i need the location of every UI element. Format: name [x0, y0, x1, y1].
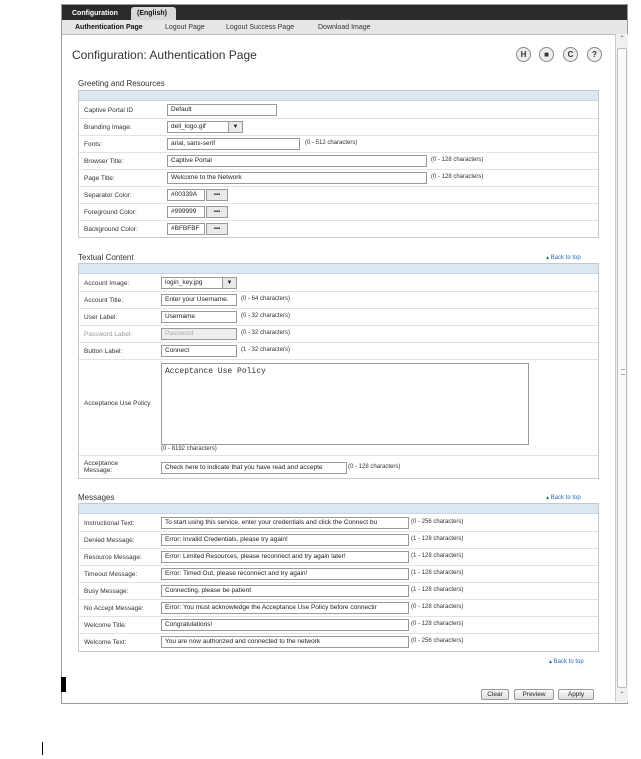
- greeting-panel: [78, 90, 599, 238]
- messages-section-header: Messages: [78, 493, 115, 502]
- row-captive-portal-id: [79, 102, 598, 119]
- resource-message-input[interactable]: Error: Limited Resources, please reconnect and try again later!: [161, 551, 409, 563]
- row-welcome-title: [79, 617, 598, 634]
- row-acceptance-policy: [79, 360, 598, 456]
- separator-color-picker-button[interactable]: ▪▪▪: [206, 189, 228, 201]
- chevron-down-icon: ▼: [228, 122, 242, 132]
- separator-color-label: Separator Color:: [84, 192, 132, 199]
- account-title-input[interactable]: Enter your Username.: [161, 294, 237, 306]
- row-instructional-text: [79, 515, 598, 532]
- denied-message-label: Denied Message:: [84, 537, 135, 544]
- panel-header-bar: [79, 264, 598, 274]
- refresh-icon[interactable]: C: [563, 47, 578, 62]
- foreground-color-input[interactable]: #999999: [167, 206, 205, 218]
- row-no-accept-message: [79, 600, 598, 617]
- welcome-text-label: Welcome Text:: [84, 639, 127, 646]
- row-page-title: [79, 170, 598, 187]
- account-image-label: Account Image:: [84, 280, 130, 287]
- welcome-title-hint: (0 - 128 characters): [411, 621, 464, 627]
- no-accept-message-input[interactable]: Error: You must acknowledge the Acceptance Use Policy before connectir: [161, 602, 409, 614]
- top-tab-bar: [62, 5, 627, 20]
- welcome-title-input[interactable]: Congratulations!: [161, 619, 409, 631]
- instructional-text-input[interactable]: To start using this service, enter your credentials and click the Connect bu: [161, 517, 409, 529]
- row-account-image: [79, 275, 598, 292]
- panel-header-bar: [79, 91, 598, 101]
- tab-language[interactable]: (English): [131, 7, 176, 20]
- button-label-hint: (1 - 32 characters): [241, 347, 291, 353]
- messages-panel: [78, 503, 599, 652]
- password-label-hint: (0 - 32 characters): [241, 330, 291, 336]
- button-label-input[interactable]: Connect: [161, 345, 237, 357]
- app-window: [61, 4, 628, 704]
- textual-section-header: Textual Content: [78, 253, 134, 262]
- subtab-logout-page[interactable]: Logout Page: [165, 24, 205, 31]
- row-separator-color: [79, 187, 598, 204]
- password-label-input: Password: [161, 328, 237, 340]
- back-to-top-link[interactable]: ▴ Back to top: [549, 659, 584, 665]
- subtab-download-image[interactable]: Download Image: [318, 24, 371, 31]
- user-label-hint: (0 - 32 characters): [241, 313, 291, 319]
- sub-navigation: [62, 20, 627, 35]
- subtab-authentication-page[interactable]: Authentication Page: [75, 24, 143, 31]
- help-icon[interactable]: ?: [587, 47, 602, 62]
- row-account-title: [79, 292, 598, 309]
- acceptance-message-label: Acceptance Message:: [84, 460, 118, 474]
- row-resource-message: [79, 549, 598, 566]
- password-label-label: Password Label:: [84, 331, 133, 338]
- greeting-section-header: Greeting and Resources: [78, 79, 165, 88]
- apply-button[interactable]: Apply: [558, 689, 594, 700]
- row-busy-message: [79, 583, 598, 600]
- account-image-select[interactable]: [161, 277, 237, 289]
- scroll-down-icon[interactable]: ˇ: [620, 691, 624, 700]
- user-label-label: User Label:: [84, 314, 118, 321]
- row-password-label: [79, 326, 598, 343]
- foreground-color-label: Foreground Color:: [84, 209, 137, 216]
- account-image-value: login_key.jpg: [165, 279, 203, 286]
- branding-image-select[interactable]: [167, 121, 243, 133]
- save-icon[interactable]: H: [516, 47, 531, 62]
- background-color-label: Background Color:: [84, 226, 138, 233]
- main-content: [62, 36, 615, 704]
- browser-title-label: Browser Title:: [84, 158, 124, 165]
- row-background-color: [79, 221, 598, 238]
- timeout-message-label: Timeout Message:: [84, 571, 138, 578]
- account-title-label: Account Title:: [84, 297, 124, 304]
- row-welcome-text: [79, 634, 598, 651]
- page-edge-marker: [61, 677, 66, 692]
- row-browser-title: [79, 153, 598, 170]
- timeout-message-input[interactable]: Error: Timed Out, please reconnect and try again!: [161, 568, 409, 580]
- denied-message-input[interactable]: Error: Invalid Credentials, please try again!: [161, 534, 409, 546]
- row-acceptance-message: [79, 457, 598, 479]
- branding-image-label: Branding Image:: [84, 124, 132, 131]
- timeout-message-hint: (1 - 128 characters): [411, 570, 464, 576]
- background-color-picker-button[interactable]: ▪▪▪: [206, 223, 228, 235]
- fonts-input[interactable]: arial, sans-serif: [167, 138, 300, 150]
- resource-message-hint: (1 - 128 characters): [411, 553, 464, 559]
- denied-message-hint: (1 - 128 characters): [411, 536, 464, 542]
- tab-configuration[interactable]: Configuration: [72, 10, 118, 17]
- browser-title-hint: (0 - 128 characters): [431, 157, 484, 163]
- busy-message-hint: (1 - 128 characters): [411, 587, 464, 593]
- text-cursor: [42, 742, 43, 755]
- instructional-text-label: Instructional Text:: [84, 520, 135, 527]
- instructional-text-hint: (0 - 256 characters): [411, 519, 464, 525]
- row-foreground-color: [79, 204, 598, 221]
- vertical-scrollbar[interactable]: [615, 34, 628, 702]
- welcome-title-label: Welcome Title:: [84, 622, 127, 629]
- clear-button[interactable]: Clear: [481, 689, 509, 700]
- row-user-label: [79, 309, 598, 326]
- print-icon[interactable]: ■: [539, 47, 554, 62]
- row-denied-message: [79, 532, 598, 549]
- captive-portal-id-input[interactable]: Default: [167, 104, 277, 116]
- preview-button[interactable]: Preview: [514, 689, 554, 700]
- row-button-label: [79, 343, 598, 360]
- background-color-input[interactable]: #BFBFBF: [167, 223, 205, 235]
- back-to-top-link[interactable]: ▴ Back to top: [546, 495, 581, 501]
- busy-message-label: Busy Message:: [84, 588, 129, 595]
- scrollbar-thumb[interactable]: [617, 48, 627, 688]
- button-label-label: Button Label:: [84, 348, 123, 355]
- acceptance-message-input[interactable]: Check here to indicate that you have read and accepte: [161, 462, 347, 474]
- captive-portal-id-label: Captive Portal ID: [84, 107, 134, 114]
- fonts-hint: (0 - 512 characters): [305, 140, 358, 146]
- panel-header-bar: [79, 504, 598, 514]
- foreground-color-picker-button[interactable]: ▪▪▪: [206, 206, 228, 218]
- no-accept-message-label: No Accept Message:: [84, 605, 144, 612]
- row-branding-image: [79, 119, 598, 136]
- row-timeout-message: [79, 566, 598, 583]
- page-title-label: Page Title:: [84, 175, 115, 182]
- textual-panel: [78, 263, 599, 479]
- browser-title-input[interactable]: Captive Portal: [167, 155, 427, 167]
- user-label-input[interactable]: Username: [161, 311, 237, 323]
- busy-message-input[interactable]: Connecting, please be patient: [161, 585, 409, 597]
- welcome-text-hint: (0 - 256 characters): [411, 638, 464, 644]
- fonts-label: Fonts:: [84, 141, 103, 148]
- back-to-top-link[interactable]: ▴ Back to top: [546, 255, 581, 261]
- welcome-text-input[interactable]: You are now authorized and connected to the network: [161, 636, 409, 648]
- acceptance-policy-textarea[interactable]: Acceptance Use Policy: [161, 363, 529, 445]
- page-title-input[interactable]: Welcome to the Network: [167, 172, 427, 184]
- subtab-logout-success-page[interactable]: Logout Success Page: [226, 24, 295, 31]
- page-title: Configuration: Authentication Page: [72, 48, 257, 62]
- resource-message-label: Resource Message:: [84, 554, 142, 561]
- acceptance-policy-label: Acceptance Use Policy: [84, 400, 151, 407]
- row-fonts: [79, 136, 598, 153]
- branding-image-value: dell_logo.gif: [171, 123, 206, 130]
- account-title-hint: (0 - 64 characters): [241, 296, 291, 302]
- no-accept-message-hint: (0 - 128 characters): [411, 604, 464, 610]
- scroll-up-icon[interactable]: ˆ: [620, 35, 624, 44]
- grip-icon: [621, 369, 625, 375]
- chevron-down-icon: ▼: [222, 278, 236, 288]
- acceptance-message-hint: (0 - 128 characters): [348, 464, 401, 470]
- acceptance-policy-hint: (0 - 8192 characters): [161, 446, 217, 452]
- page-title-hint: (0 - 128 characters): [431, 174, 484, 180]
- separator-color-input[interactable]: #00339A: [167, 189, 205, 201]
